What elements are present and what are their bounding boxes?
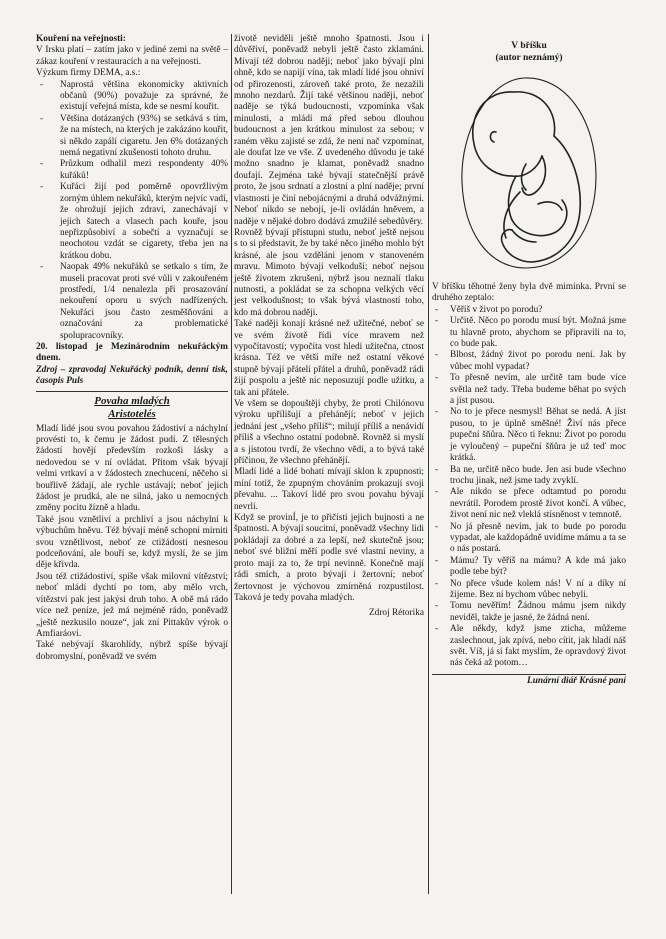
column-left: [36, 34, 228, 663]
article-title-youth: Povaha mladých: [94, 394, 170, 407]
dialog-line: - Mámu? Ty věříš na mámu? A kde má jako podle tebe být?: [432, 556, 626, 579]
column-divider: [428, 34, 429, 894]
survey-heading: Výzkum firmy DEMA, a.s.:: [36, 68, 141, 79]
survey-bullet: - Průzkum odhalil mezi respondenty 40% kuřáků!: [36, 159, 228, 182]
poem-title: V bříšku: [511, 41, 547, 51]
article-author: Aristotelés: [108, 407, 156, 420]
dialog-line: - Blbost, žádný život po porodu není. Jak by vůbec mohl vypadat?: [432, 350, 626, 373]
article-source: Zdroj Rétorika: [369, 608, 424, 619]
article-paragraph: Mladí lidé jsou svou povahou žádostiví a náchylní provésti to, k čemu je žádost pudí. Z tělesných žádostí hovějí především rozkoši lásky a nedovedou se v ní ovládat. Přitom však bývají velmi vrtkaví a v žádostech znechucení, něčeho si bouřlivě žádají, ale rychle ustávají; neboť jejich žádost je prudká, ale ne silná, jako u nemocných změny pocitu žízně a hladu.: [36, 423, 228, 514]
article-paragraph: Rovněž bývají přístupni studu, neboť ještě nejsou s to si představit, že by také něco jiného mohlo být krásné, ale jsou vzděláni jenom v stanoveném mravu. Mimoto bývají velkoduší; neboť nejsou ještě životem zkrušeni, nýbrž jsou neznalí tlaku nutnosti, a pokládat se za schopna velkých věcí jest velkodušnost; to však bývá vlastností toho, kdo má dobrou naději.: [234, 227, 424, 318]
article-paragraph: Také naději konají krásné než užitečné, neboť se ve svém životě řídí více mravem než vypočítavostí; vypočíta vost hledí užitečna, ctnost krásna. Též ve větší míře než ostatní věkové stupně bývají přáteli přátel a druhů, poněvadž rádi žijí pospolu a ještě nic neposuzují podle užitku, a tak ani přátele.: [234, 319, 424, 398]
article-paragraph: Když se provinÍ, je to přičísti jejich bujnosti a ne špatnosti. A bývají soucitní, poněvadž všechny lidi pokládají za dobré a za lepší, než skutečně jsou; neboť své bližní měří podle své vlastní neviny, a proto mají za to, že trpí nevinně. Konečně mají rádi smích, a proto bývají i žertovní; neboť žertovnost je výchovou zmírněná rozpustilost. Taková je tedy povaha mladých.: [234, 513, 424, 603]
dialog-line: - Určitě. Něco po porodu musí být. Možná jsme tu hlavně proto, abychom se připravili na to, co bude pak.: [432, 316, 626, 350]
article-source: Zdroj – zpravodaj Nekuřácký podník, denní tisk, časopis Puls: [36, 364, 228, 387]
dialog-line: - No to je přece nesmysl! Běhat se nedá. A jíst pusou, to je úplně směšné! Živí nás přece pupeční šňůra. Něco ti řeknu: Život po porodu je vyloučený – pupeční šňůra je už teď moc krátká.: [432, 407, 626, 464]
article-title-smoking: Kouření na veřejnosti:: [36, 34, 126, 44]
column-divider: [231, 34, 232, 894]
survey-bullet: - Naprostá většina ekonomicky aktivních občanů (90%) považuje za správné, že existují veřejná místa, kde se nesmí kouřit.: [36, 80, 228, 114]
dialog-line: - No já přesně nevím, jak to bude po porodu vypadat, ale každopádně uvidíme mámu a ta se o nás postará.: [432, 522, 626, 556]
poem-author: (autor neznámý): [495, 53, 563, 63]
article-paragraph: Také nebývají škarohlídy, nýbrž spíše bývají dobromyslní, poněvadž ve svém: [36, 640, 228, 662]
column-right: [432, 34, 626, 687]
section-divider: [36, 391, 228, 392]
survey-bullet: - Většina dotázaných (93%) se setkává s tím, že na místech, na kterých je zakázáno kouřit, si někdo zapálí cigaretu. Jen 6% dotázaných nemá negativní zkušenosti tohoto druhu.: [36, 114, 228, 160]
article-paragraph: životě neviděli ještě mnoho špatnosti. Jsou i důvěřiví, poněvadž nebyli ještě často zklamáni. Mívají též dobrou naději; neboť jako bývají plni ohně, kdo se napijí vína, tak mladí lidé jsou ohniví od přirozenosti, zároveň také proto, že nezažili mnoho nezdarů. Žijí také většinou nadějí, neboť naděje se týká budoucnosti, vzpomínka však minulosti, a mládí má před sebou dlouhou budoucnost a jen krátkou minulost za sebou; v raném věku zajisté se zdá, že není nač vzpomínat, ale doufat lze ve vše. Z uvedeného důvodu je také možno snadno je klamat, poněvadž snadno doufají. Zejména také bývají statečnější právě proto, že jsou srdnatí a zlostní a plní naděje; první vlastnosti je činí nebojácnými a druhá odvážnými. Neboť nikdo se nebojí, je-li ovládán hněvem, a naděje v nějaké dobro dodává zmužilé sebedůvěry.: [234, 34, 424, 227]
dialog-line: - Tomu nevěřím! Žádnou mámu jsem nikdy neviděl, takže je jasné, že žádná není.: [432, 601, 626, 624]
article-paragraph: Také jsou vznětliví a prchliví a jsou náchylní k výbuchům hněvu. Též bývají méně schopni mírniti svou vznětlivost, neboť ze ctižádosti nesnesou podceňování, ale bouří se, když myslí, že se jim děje křivda.: [36, 514, 228, 571]
dialog-line: - Ale někdy, když jsme zticha, můžeme zaslechnout, jak zpívá, nebo cítit, jak hladí náš svět. Víš, já si fakt myslím, že opravdový život nás čeká až potom…: [432, 624, 626, 670]
dialog-line: - To přesně nevím, ale určitě tam bude více světla než tady. Třeba budeme běhat po svých a jíst pusou.: [432, 373, 626, 407]
dialog-line: - Ba ne, určitě něco bude. Jen asi bude všechno trochu jinak, než jsme tady zvyklí.: [432, 465, 626, 488]
article-paragraph: Ve všem se dopouštějí chyby, že proti Chilónovu výroku upřílišují a přehánějí; neboť v jejich jednání jest „všeho příliš“; milují příliš a nenávidí příliš a všechno ostatní podobně. Rovněž si myslí a s jistotou tvrdí, že všechno vědí, a to bývá také příčinou, že všechno přehánějí.: [234, 399, 424, 467]
fetus-illustration: [454, 72, 604, 272]
closing-note: 20. listopad je Mezinárodním nekuřáckým dnem.: [36, 341, 228, 364]
dialog-line: - Věříš v život po porodu?: [432, 305, 626, 316]
dialog-line: - No přece všude kolem nás! V ní a díky ní žijeme. Bez ní bychom vůbec nebyli.: [432, 579, 626, 602]
article-paragraph: Mladí lidé a lidé bohatí mívají sklon k zpupnosti; míní totiž, že zpupným chováním prokazují svoji převahu. ... Takoví lidé pro svou povahu bývají nevrlí.: [234, 467, 424, 512]
survey-bullet: - Kuřáci žijí pod poměrně opovržlivým zorným úhlem nekuřáků, kterým nejvíc vadí, že ohrožují jejich zdraví, zanechávají v jejich šatech a vlasech pach kouře, jsou nepřizpůsobiví a sobečtí a vyznačují se neochotou vzdát se cigarety, třeba jen na krátkou dobu.: [36, 182, 228, 262]
dialog-line: - Ale nikdo se přece odtamtud po porodu nevrátil. Porodem prostě život končí. A vůbec, život není nic než vleklá stísněnost v temnotě.: [432, 487, 626, 521]
poem-source: Lunární diář Krásné paní: [432, 674, 626, 687]
column-middle: [234, 34, 424, 620]
poem-intro: V bříšku těhotné ženy byla dvě miminka. První se druhého zeptalo:: [432, 282, 626, 304]
article-intro: V Irsku platí – zatím jako v jediné zemi na světě – zákaz kouření v restauracích a na veřejnosti.: [36, 45, 228, 67]
survey-bullet: - Naopak 49% nekuřáků se setkalo s tím, že museli pracovat proti své vůli v zakouřeném prostředí, 1/4 nenalezla při prosazování nekouření oporu u svých nadřízených. Nekuřáci jsou často zesměšňováni a označováni za problematické spolupracovníky.: [36, 262, 228, 342]
article-paragraph: Jsou též ctižádostiví, spíše však milovní vítězství; neboť mládí dychtí po tom, aby mělo vrch, vítězství pak jest jakýsi druh toho. A obě má rádo více než peníze, jež má nejméně rádo, poněvadž „ještě nezkusilo nouze“, jak zní Pittakův výrok o Amfiaráovi.: [36, 571, 228, 639]
